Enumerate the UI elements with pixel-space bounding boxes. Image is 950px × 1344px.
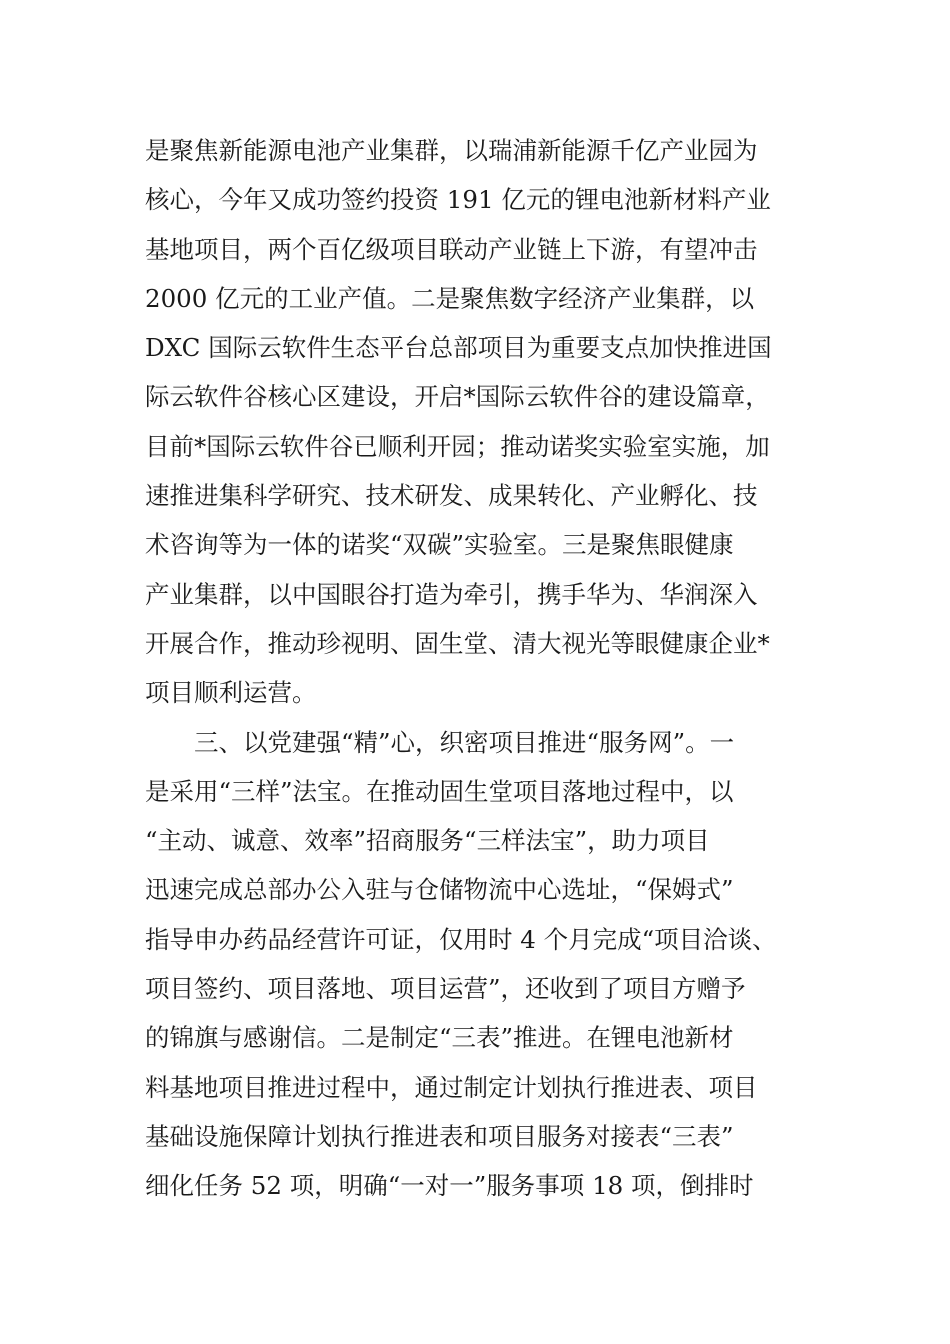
text-line: 的锦旗与感谢信。二是制定“三表”推进。在锂电池新材: [145, 1023, 734, 1053]
text-line: DXC 国际云软件生态平台总部项目为重要支点加快推进国: [145, 333, 772, 363]
text-line: 料基地项目推进过程中，通过制定计划执行推进表、项目: [145, 1072, 758, 1102]
paragraph-2: [145, 718, 865, 1211]
text-line: 是聚焦新能源电池产业集群，以瑞浦新能源千亿产业园为: [145, 136, 758, 165]
text-line: 项目签约、项目落地、项目运营”，还收到了项目方赠予: [145, 974, 746, 1004]
text-line: 2000 亿元的工业产值。二是聚焦数字经济产业集群，以: [145, 283, 755, 313]
text-line: 速推进集科学研究、技术研发、成果转化、产业孵化、技: [145, 481, 758, 511]
text-line: 际云软件谷核心区建设，开启*国际云软件谷的建设篇章，: [145, 382, 770, 412]
text-line: 基地项目，两个百亿级项目联动产业链上下游，有望冲击: [145, 234, 758, 264]
text-line: 目前*国际云软件谷已顺利开园；推动诺奖实验室实施，加: [145, 431, 770, 461]
text-line: 基础设施保障计划执行推进表和项目服务对接表“三表”: [145, 1121, 734, 1151]
text-line: 是采用“三样”法宝。在推动固生堂项目落地过程中，以: [145, 776, 734, 806]
text-line: 三、以党建强“精”心，织密项目推进“服务网”。一: [145, 727, 735, 757]
text-line: 迅速完成总部办公入驻与仓储物流中心选址，“保姆式”: [145, 875, 734, 905]
text-line: 开展合作，推动珍视明、固生堂、清大视光等眼健康企业*: [145, 628, 770, 658]
text-line: 细化任务 52 项，明确“一对一”服务事项 18 项，倒排时: [145, 1171, 754, 1201]
text-line: 术咨询等为一体的诺奖“双碳”实验室。三是聚焦眼健康: [145, 530, 734, 560]
paragraph-1: [145, 126, 865, 718]
text-line: 指导申办药品经营许可证，仅用时 4 个月完成“项目洽谈、: [145, 924, 777, 954]
body-text: [145, 126, 865, 1211]
text-line: “主动、诚意、效率”招商服务“三样法宝”，助力项目: [145, 826, 710, 856]
text-line: 产业集群，以中国眼谷打造为牵引，携手华为、华润深入: [145, 579, 758, 609]
text-line: 项目顺利运营。: [145, 678, 317, 708]
text-line: 核心，今年又成功签约投资 191 亿元的锂电池新材料产业: [145, 185, 771, 215]
